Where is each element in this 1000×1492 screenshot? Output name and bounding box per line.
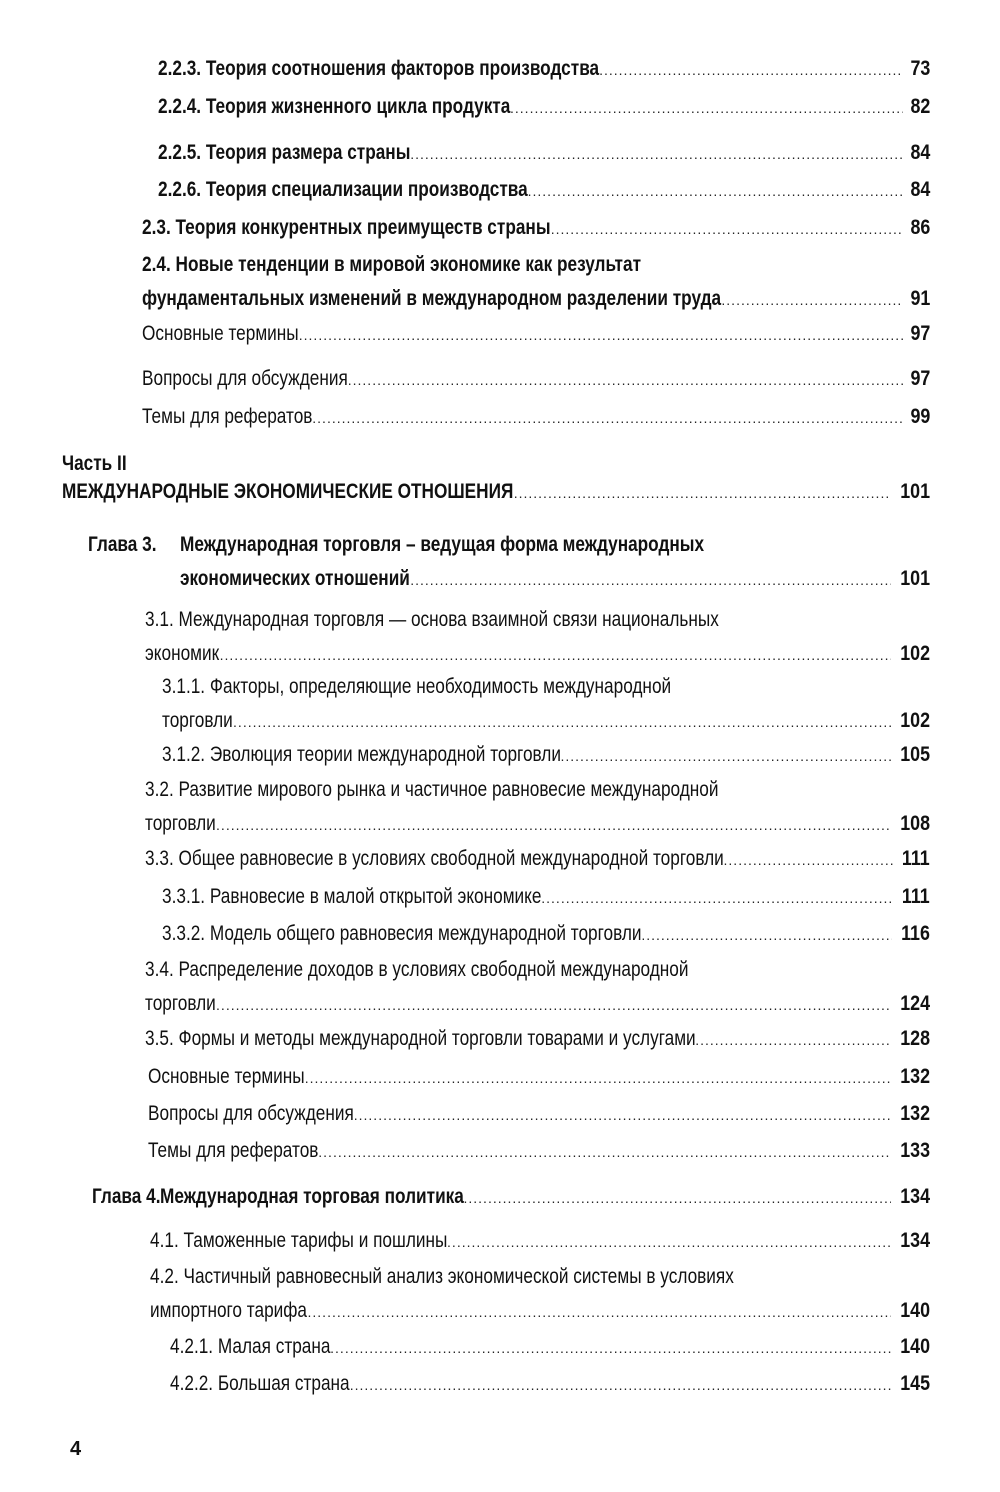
- entry-page: 124: [900, 992, 930, 1015]
- chapter-title: Международная торговая политика: [160, 1185, 464, 1208]
- entry-title: Вопросы для обсуждения: [142, 367, 348, 390]
- dot-leader: [528, 174, 903, 208]
- entry-page: 134: [900, 1185, 930, 1208]
- toc-entry-terms[interactable]: [142, 317, 930, 352]
- chapter-label: Глава 4.: [92, 1185, 161, 1208]
- entry-title: Темы для рефератов: [142, 405, 313, 428]
- entry-title: 4.2.2. Большая страна: [170, 1372, 350, 1395]
- toc-entry-3-4[interactable]: [145, 953, 930, 1022]
- entry-page: 116: [901, 922, 930, 945]
- entry-page: 73: [910, 57, 930, 80]
- entry-page: 111: [902, 847, 930, 870]
- dot-leader: [350, 1368, 891, 1402]
- dot-leader: [514, 476, 891, 510]
- dot-leader: [318, 1135, 891, 1169]
- dot-leader: [551, 212, 903, 246]
- entry-page: 140: [900, 1299, 930, 1322]
- entry-title: 2.3. Теория конкурентных преимуществ страны: [142, 216, 551, 239]
- toc-entry-2-2-4[interactable]: [158, 90, 930, 125]
- dot-leader: [641, 918, 892, 952]
- entry-page: 128: [900, 1027, 930, 1050]
- toc-entry-chapter-4[interactable]: [92, 1180, 930, 1215]
- toc-entry-2-2-5[interactable]: [158, 136, 930, 171]
- toc-entry-3-3-1[interactable]: [162, 880, 930, 915]
- entry-title-line1: 3.4. Распределение доходов в условиях свободной международной: [145, 958, 689, 981]
- entry-title: 2.2.3. Теория соотношения факторов производства: [158, 57, 600, 80]
- entry-title: 2.2.4. Теория жизненного цикла продукта: [158, 95, 511, 118]
- dot-leader: [308, 1295, 891, 1329]
- entry-page: 108: [900, 812, 930, 835]
- entry-page: 97: [910, 367, 930, 390]
- entry-page: 134: [900, 1229, 930, 1252]
- part-label: Часть II: [62, 452, 127, 475]
- entry-title-line2: импортного тарифа: [150, 1299, 308, 1322]
- dot-leader: [354, 1098, 891, 1132]
- dot-leader: [410, 137, 902, 171]
- toc-entry-chapter-3[interactable]: [88, 528, 930, 597]
- dot-leader: [447, 1225, 891, 1259]
- toc-entry-3-1[interactable]: [145, 603, 930, 672]
- toc-entry-essays[interactable]: [142, 400, 930, 435]
- entry-title: Основные термины: [142, 322, 299, 345]
- entry-title: 3.3. Общее равновесие в условиях свободной международной торговли: [145, 847, 724, 870]
- entry-title-line1: 3.2. Развитие мирового рынка и частичное равновесие международной: [145, 778, 719, 801]
- toc-entry-2-3[interactable]: [142, 211, 930, 246]
- dot-leader: [216, 988, 891, 1022]
- entry-page: 99: [910, 405, 930, 428]
- entry-page: 84: [910, 178, 930, 201]
- dot-leader: [721, 283, 902, 317]
- toc-entry-essays[interactable]: [148, 1134, 930, 1169]
- entry-page: 133: [900, 1139, 930, 1162]
- entry-title-line2: фундаментальных изменений в международном разделении труда: [142, 287, 722, 310]
- entry-title: 3.5. Формы и методы международной торговли товарами и услугами: [145, 1027, 696, 1050]
- toc-entry-3-3-2[interactable]: [162, 917, 930, 952]
- dot-leader: [348, 363, 903, 397]
- entry-title: Основные термины: [148, 1065, 305, 1088]
- toc-entry-4-2[interactable]: [150, 1260, 930, 1329]
- entry-page: 102: [900, 709, 930, 732]
- entry-page: 84: [910, 141, 930, 164]
- toc-entry-3-2[interactable]: [145, 773, 930, 842]
- entry-page: 102: [900, 642, 930, 665]
- entry-title: 3.3.2. Модель общего равновесия международной торговли: [162, 922, 642, 945]
- toc-entry-3-1-2[interactable]: [162, 738, 930, 773]
- toc-entry-2-4[interactable]: [142, 248, 930, 317]
- dot-leader: [299, 318, 903, 352]
- entry-page: 82: [910, 95, 930, 118]
- entry-title-line1: 2.4. Новые тенденции в мировой экономике как результат: [142, 253, 642, 276]
- toc-entry-terms[interactable]: [148, 1060, 930, 1095]
- entry-page: 91: [910, 287, 930, 310]
- dot-leader: [599, 53, 903, 87]
- toc-entry-4-2-2[interactable]: [170, 1367, 930, 1402]
- entry-title: 2.2.6. Теория специализации производства: [158, 178, 528, 201]
- dot-leader: [216, 808, 891, 842]
- entry-page: 105: [900, 743, 930, 766]
- toc-entry-3-3[interactable]: [145, 842, 930, 877]
- entry-page: 97: [910, 322, 930, 345]
- toc-entry-3-5[interactable]: [145, 1022, 930, 1057]
- entry-title: Темы для рефератов: [148, 1139, 319, 1162]
- dot-leader: [695, 1023, 891, 1057]
- dot-leader: [541, 881, 893, 915]
- entry-title: 4.1. Таможенные тарифы и пошлины: [150, 1229, 448, 1252]
- entry-title: 4.2.1. Малая страна: [170, 1335, 331, 1358]
- entry-page: 101: [900, 567, 930, 590]
- dot-leader: [561, 739, 891, 773]
- entry-title-line2: экономик: [145, 642, 220, 665]
- dot-leader: [464, 1181, 891, 1215]
- entry-title-line1: 3.1.1. Факторы, определяющие необходимость международной: [162, 675, 672, 698]
- toc-entry-questions[interactable]: [142, 362, 930, 397]
- dot-leader: [510, 91, 903, 125]
- dot-leader: [220, 638, 891, 672]
- entry-title-line2: торговли: [145, 992, 216, 1015]
- entry-title-line2: торговли: [162, 709, 233, 732]
- entry-title-line1: 3.1. Международная торговля — основа взаимной связи национальных: [145, 608, 719, 631]
- chapter-title-line1: Международная торговля – ведущая форма международных: [180, 533, 705, 556]
- dot-leader: [312, 401, 902, 435]
- entry-title: 3.3.1. Равновесие в малой открытой экономике: [162, 885, 542, 908]
- entry-title-line2: торговли: [145, 812, 216, 835]
- chapter-title-line2: экономических отношений: [180, 567, 410, 590]
- entry-page: 101: [900, 480, 930, 503]
- entry-title: 2.2.5. Теория размера страны: [158, 141, 411, 164]
- part-title: МЕЖДУНАРОДНЫЕ ЭКОНОМИЧЕСКИЕ ОТНОШЕНИЯ: [62, 480, 514, 503]
- dot-leader: [410, 563, 891, 597]
- dot-leader: [233, 705, 891, 739]
- entry-page: 86: [910, 216, 930, 239]
- dot-leader: [305, 1061, 891, 1095]
- toc-entry-2-2-3[interactable]: [158, 52, 930, 87]
- entry-title: 3.1.2. Эволюция теории международной торговли: [162, 743, 561, 766]
- toc-entry-4-1[interactable]: [150, 1224, 930, 1259]
- toc-entry-part-2[interactable]: [62, 475, 930, 510]
- entry-page: 111: [902, 885, 930, 908]
- chapter-label: Глава 3.: [88, 533, 157, 556]
- entry-title-line1: 4.2. Частичный равновесный анализ экономической системы в условиях: [150, 1265, 734, 1288]
- entry-page: 140: [900, 1335, 930, 1358]
- toc-entry-4-2-1[interactable]: [170, 1330, 930, 1365]
- toc-entry-3-1-1[interactable]: [162, 670, 930, 739]
- entry-page: 132: [900, 1102, 930, 1125]
- entry-page: 145: [900, 1372, 930, 1395]
- dot-leader: [330, 1331, 891, 1365]
- dot-leader: [724, 843, 894, 877]
- entry-title: Вопросы для обсуждения: [148, 1102, 354, 1125]
- page-number: 4: [70, 1438, 82, 1460]
- toc-entry-2-2-6[interactable]: [158, 173, 930, 208]
- entry-page: 132: [900, 1065, 930, 1088]
- toc-entry-questions[interactable]: [148, 1097, 930, 1132]
